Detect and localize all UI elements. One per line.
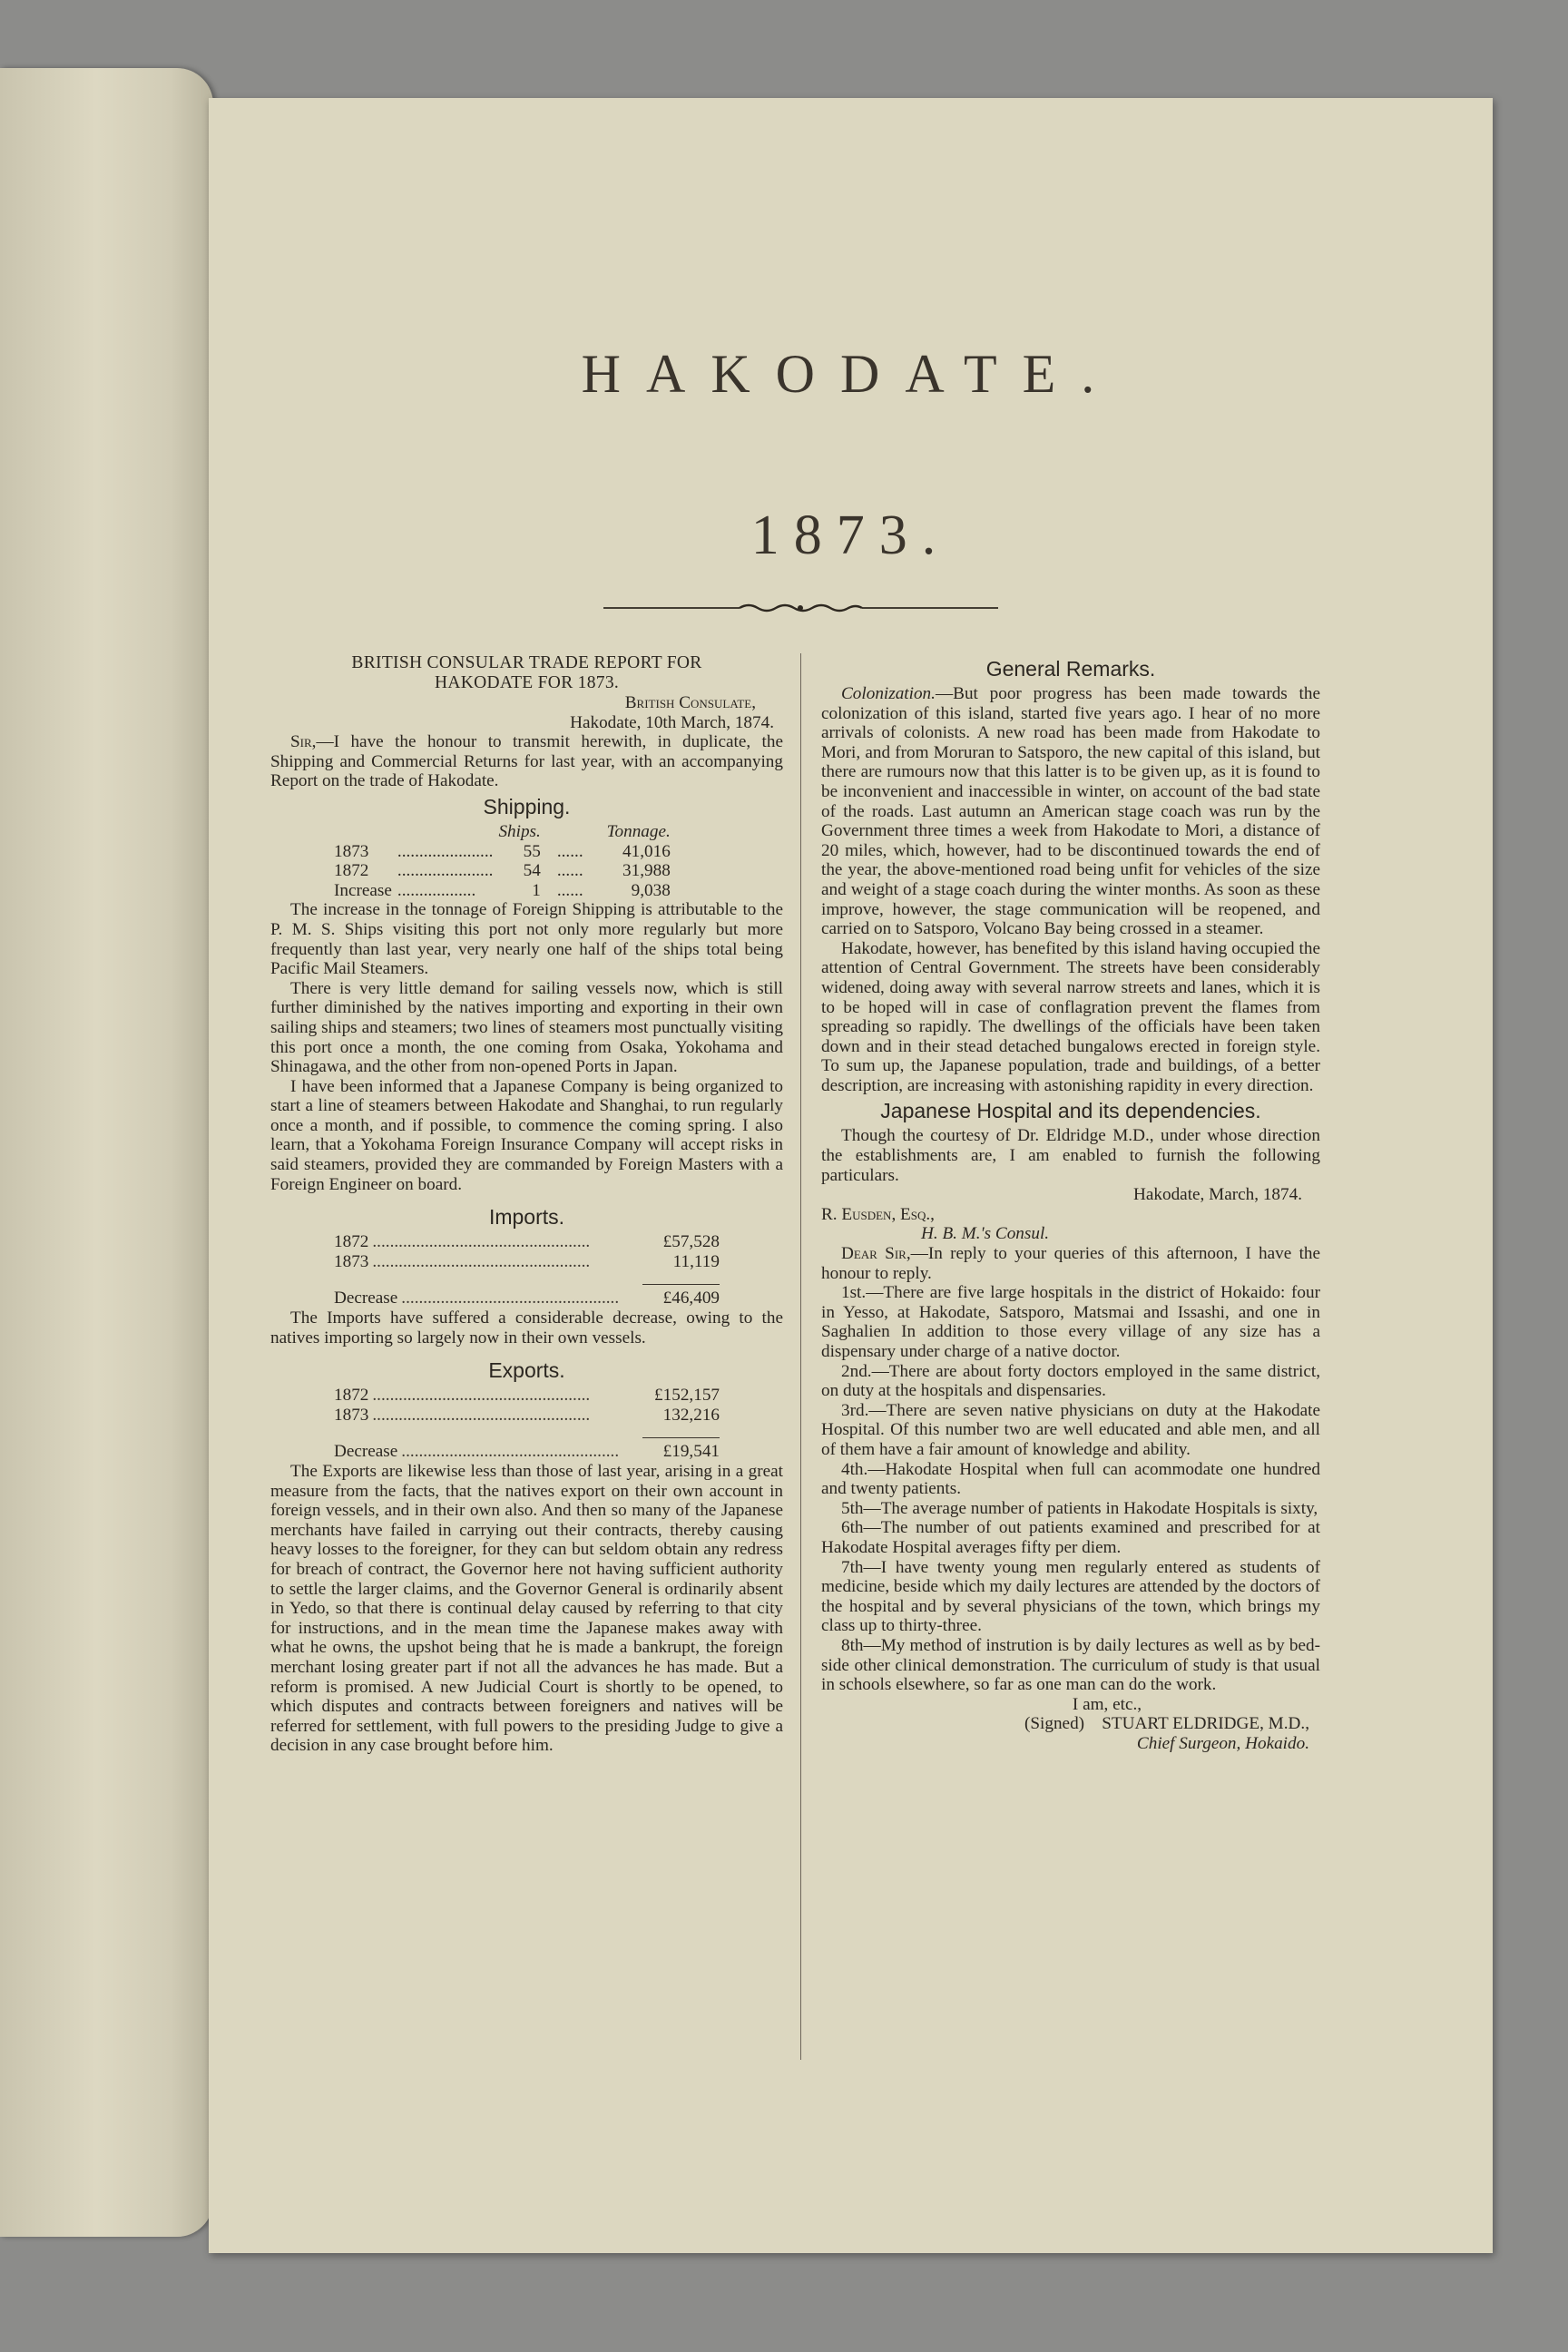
shipping-header-row (334, 822, 676, 842)
letter-date: Hakodate, March, 1874. (1133, 1185, 1302, 1205)
shipping-heading: Shipping. (483, 794, 571, 818)
shipping-total-tonnage: 9,038 (631, 880, 671, 900)
shipping-col-tonnage: Tonnage. (606, 821, 671, 841)
shipping-ships: 54 (523, 861, 541, 881)
salutation-word: Sir, (290, 732, 317, 752)
shipping-total-label: Increase (334, 880, 392, 900)
hospital-item: 8th—My method of instrution is by daily lectures as well as by bed-side other clinical demonstration. The curriculum of study is that usual in schools elsewhere, so far as one man can do the work. (821, 1635, 1320, 1695)
report-title-line-1: BRITISH CONSULAR TRADE REPORT FOR (351, 653, 702, 672)
shipping-paragraph: There is very little demand for sailing vessels now, which is still further diminished by the natives importing and exporting in their own sailing ships and steamers; two lines of steamers most punctually visiting this port once a month, the one coming from Osaka, Yokohama and Shinagawa, and the other from non-opened Ports in Japan. (270, 978, 783, 1077)
imports-ledger (334, 1232, 720, 1308)
hospital-heading: Japanese Hospital and its dependencies. (880, 1099, 1261, 1123)
closing-line: I am, etc., (1072, 1694, 1142, 1714)
exports-value: 132,216 (662, 1405, 720, 1425)
consulate-text: British Consulate, (624, 693, 756, 712)
exports-rule (642, 1437, 720, 1438)
imports-total-dots: .................................................. (401, 1289, 620, 1308)
intro-paragraph (270, 732, 783, 791)
shipping-tonnage: 41,016 (622, 841, 671, 861)
imports-note: The Imports have suffered a considerable decrease, owing to the natives importing so largely now in their own vessels. (270, 1308, 783, 1348)
dear-sir-paragraph (821, 1244, 1320, 1283)
shipping-paragraph: The increase in the tonnage of Foreign Shipping is attributable to the P. M. S. Ships visiting this port not only more regularly but more frequently than last year, very nearly one half of the ships total being Pacific Mail Steamers. (270, 900, 783, 979)
shipping-total-dots: .................. (397, 880, 476, 900)
shipping-year: 1872 (334, 861, 369, 881)
signed-title: Chief Surgeon, Hokaido. (1136, 1733, 1309, 1753)
dear-sir-text: —In reply to your queries of this afternoon, I have the honour to reply. (821, 1244, 1321, 1283)
consulate-line (270, 693, 783, 713)
imports-dots: .................................................. (372, 1232, 591, 1252)
shipping-paragraph: I have been informed that a Japanese Company is being organized to start a line of steamers between Hakodate and Shanghai, to run regularly once a month, and if possible, to commence the coming spring. I also learn, that a Yokohama Foreign Insurance Company will accept risks in said steamers, provided they are commanded by Foreign Masters with a Foreign Engineer on board. (270, 1076, 783, 1194)
imports-label: 1872 (334, 1232, 369, 1252)
shipping-table (334, 822, 676, 900)
exports-row (334, 1406, 720, 1426)
imports-total-value: £46,409 (662, 1289, 720, 1308)
exports-total-label: Decrease (334, 1442, 398, 1462)
hospital-item: 2nd.—There are about forty doctors employed in the same district, on duty at the hospitals and dispensaries. (821, 1361, 1320, 1401)
exports-ledger (334, 1386, 720, 1462)
exports-total-row (334, 1442, 720, 1462)
shipping-dots: ...................... (397, 861, 494, 881)
colonization-label: Colonization. (841, 684, 936, 703)
exports-heading: Exports. (488, 1358, 565, 1383)
imports-total-label: Decrease (334, 1289, 398, 1308)
intro-text: —I have the honour to transmit herewith, in duplicate, the Shipping and Commercial Returns for last year, with an accompanying Report on the trade of Hakodate. (270, 732, 783, 791)
shipping-total-ships: 1 (532, 880, 541, 900)
page-title: HAKODATE. (581, 344, 1121, 404)
colonization-paragraph (821, 684, 1320, 939)
addressee-line-1: R. Eusden, Esq., (821, 1204, 935, 1224)
exports-dots: .................................................. (372, 1386, 591, 1406)
hospital-item: 4th.—Hakodate Hospital when full can acommodate one hundred and twenty patients. (821, 1459, 1320, 1499)
shipping-dots: ...................... (397, 841, 494, 861)
imports-row (334, 1232, 720, 1252)
shipping-row (334, 842, 676, 862)
column-divider (800, 653, 801, 2060)
hospital-item: 7th—I have twenty young men regularly entered as students of medicine, beside which my daily lectures are attended by the doctors of the hospital and by several physicians of the town, which brings my class up to thirty-three. (821, 1557, 1320, 1636)
hospital-item: 1st.—There are five large hospitals in the district of Hokaido: four in Yesso, at Hakodate, Satsporo, Matsmai and Issashi, and one in Saghalien In addition to those every village of any size has a dispensary under charge of a native doctor. (821, 1283, 1320, 1361)
hospital-item: 6th—The number of out patients examined and prescribed for at Hakodate Hospital averages fifty per diem. (821, 1518, 1320, 1557)
imports-rule (642, 1284, 720, 1285)
imports-row (334, 1252, 720, 1272)
general-remarks-heading: General Remarks. (985, 657, 1156, 681)
shipping-row (334, 861, 676, 881)
signed-label: (Signed) (1024, 1714, 1085, 1734)
exports-note: The Exports are likewise less than those of last year, arising in a great measure from the facts, that the natives export on their own account in foreign vessels, and in their own also. And then so many of the Japanese merchants have failed in carrying out their contracts, thereby causing heavy losses to the foreigner, for they can but seldom obtain any redress for breach of contract, the Governor here not having sufficient authority to settle the larger claims, and the Governor General is ordinarily absent in Yedo, so that there is continual delay caused by referring to that city for instructions, and in the mean time the Japanese makes away with what he owns, the upshot being that he is made a bankrupt, the foreign merchant losing greater part if not all the advances he has made. But a reform is promised. A new Judicial Court is shortly to be opened, to which disputes and contracts between foreigners and natives will be referred for settlement, with full powers to the presiding Judge to give a decision in any case brought before him. (270, 1462, 783, 1756)
exports-label: 1872 (334, 1386, 369, 1406)
left-column (270, 653, 783, 1756)
hospital-item: 5th—The average number of patients in Hakodate Hospitals is sixty, (841, 1498, 1318, 1518)
colonization-text: —But poor progress has been made towards the colonization of this island, started five years ago. I hear of no more arrivals of colonists. A new road has been made from Hakodate to Mori, and from Moruran to Satsporo, the new capital of this island, but there are rumours now that this latter is to be given up, as it is found to be inconvenient and inaccessible in winter, on account of the bad state of the roads. Last autumn an American stage coach was run by the Government three times a week from Hakodate to Mori, a distance of 20 miles, which, however, had to be discontinued towards the end of the year, the above-mentioned road being unfit for vehicles of the size and weight of a stage coach during the winter months. As soon as these improve, however, the stage communication will be reopened, and carried on to Satsporo, Volcano Bay being crossed in a steamer. (821, 684, 1320, 939)
hospital-intro: Though the courtesy of Dr. Eldridge M.D., under whose direction the establishments are, I am enabled to furnish the following particulars. (821, 1126, 1320, 1185)
exports-label: 1873 (334, 1405, 369, 1425)
ornamental-rule-dot (798, 605, 803, 611)
signature-line (821, 1714, 1320, 1734)
shipping-sep: ...... (556, 841, 583, 861)
imports-value: £57,528 (662, 1232, 720, 1252)
place-date: Hakodate, 10th March, 1874. (570, 712, 774, 732)
shipping-ships: 55 (523, 841, 541, 861)
signed-name: STUART ELDRIDGE, M.D., (1102, 1714, 1309, 1734)
shipping-year: 1873 (334, 841, 369, 861)
hospital-item: 3rd.—There are seven native physicians on duty at the Hakodate Hospital. Of this number two are well educated and able men, and all of them have a fair amount of knowledge and ability. (821, 1400, 1320, 1459)
addressee-line-2: H. B. M.'s Consul. (921, 1224, 1050, 1244)
report-title-line-2: HAKODATE FOR 1873. (434, 673, 620, 692)
exports-dots: .................................................. (372, 1405, 591, 1425)
right-column (821, 653, 1320, 1753)
exports-row (334, 1386, 720, 1406)
imports-total-row (334, 1289, 720, 1308)
exports-value: £152,157 (654, 1386, 720, 1406)
book-binding (0, 68, 213, 2237)
exports-total-value: £19,541 (662, 1442, 720, 1462)
imports-label: 1873 (334, 1251, 369, 1271)
imports-value: 11,119 (672, 1251, 720, 1271)
hakodate-paragraph: Hakodate, however, has benefited by this island having occupied the attention of Central Government. The streets have been considerably widened, doing away with several narrow streets and lanes, which it is to be hoped will in case of conflagration prevent the flames from spreading so rapidly. The dwellings of the officials have been taken down and in their stead detached bungalows erected in foreign style. To sum up, the Japanese population, trade and buildings, of a better description, are increasing with astonishing rapidity in every direction. (821, 938, 1320, 1095)
exports-total-dots: .................................................. (401, 1442, 620, 1462)
ornamental-rule (603, 599, 998, 617)
shipping-col-ships: Ships. (498, 821, 541, 841)
dear-sir-word: Dear Sir, (841, 1244, 911, 1264)
shipping-tonnage: 31,988 (622, 861, 671, 881)
imports-dots: .................................................. (372, 1251, 591, 1271)
shipping-sep: ...... (556, 861, 583, 881)
page-year: 1873. (750, 505, 951, 566)
shipping-total-row (334, 881, 676, 901)
shipping-total-sep: ...... (556, 880, 583, 900)
imports-heading: Imports. (488, 1205, 565, 1230)
